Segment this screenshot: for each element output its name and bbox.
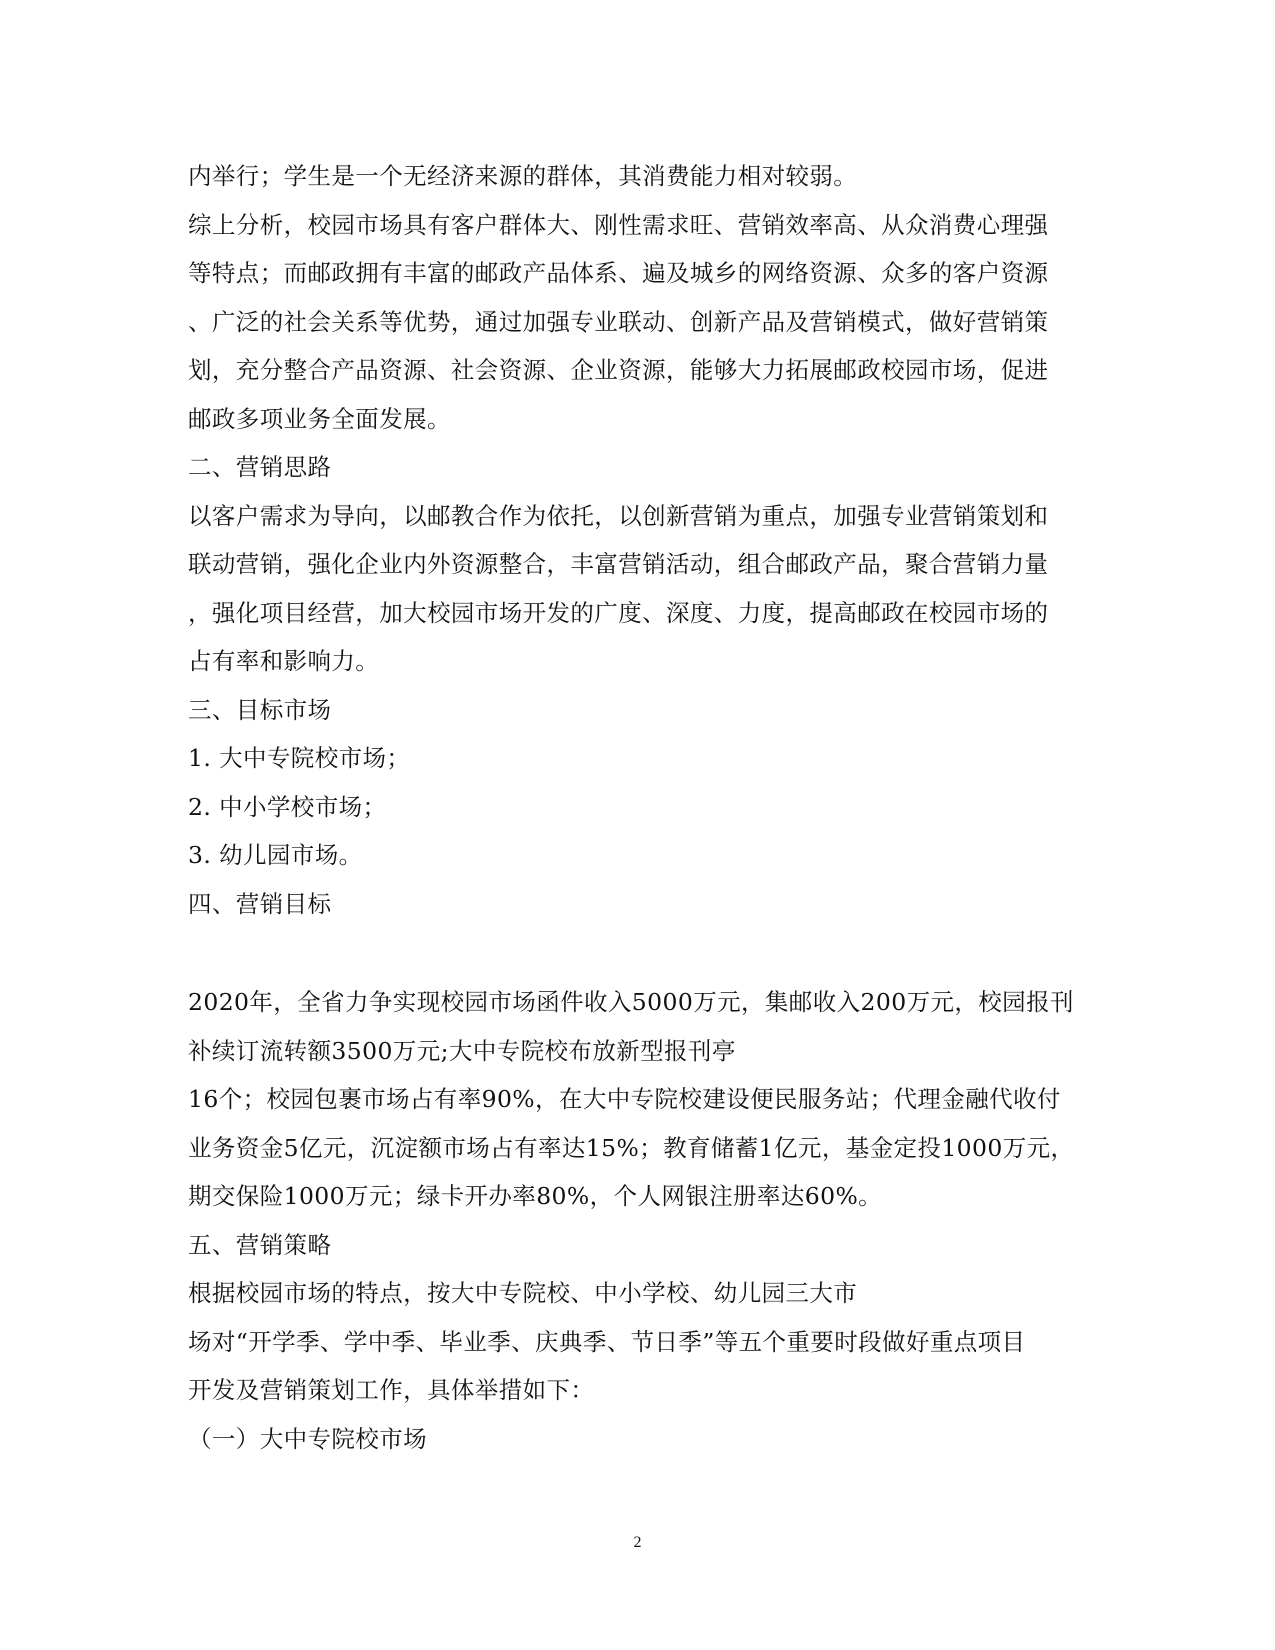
text-line: ，强化项目经营，加大校园市场开发的广度、深度、力度，提高邮政在校园市场的 [188,598,1049,627]
text-line: 以客户需求为导向，以邮教合作为依托，以创新营销为重点，加强专业营销策划和 [188,501,1049,530]
list-item: 3. 幼儿园市场。 [188,841,363,869]
section-heading: 五、营销策略 [188,1230,332,1259]
document-body [188,152,1093,1463]
text-line: 邮政多项业务全面发展。 [188,404,451,433]
text-line: 场对“开学季、学中季、毕业季、庆典季、节日季”等五个重要时段做好重点项目 [188,1327,1026,1356]
page-number: 2 [633,1534,642,1551]
section-heading: 二、营销思路 [188,453,332,481]
text-block-1 [188,152,1093,928]
text-line: 期交保险1000万元；绿卡开办率80%，个人网银注册率达60%。 [188,1182,883,1210]
text-line: 补续订流转额3500万元;大中专院校布放新型报刊亭 [188,1036,736,1065]
text-line: 、广泛的社会关系等优势，通过加强专业联动、创新产品及营销模式，做好营销策 [188,307,1049,336]
text-line: 联动营销，强化企业内外资源整合，丰富营销活动，组合邮政产品，聚合营销力量 [188,550,1049,578]
text-line: 16个；校园包裹市场占有率90%，在大中专院校建设便民服务站；代理金融代收付 [188,1085,1061,1113]
text-line: 占有率和影响力。 [188,647,380,675]
text-line: 划，充分整合产品资源、社会资源、企业资源，能够大力拓展邮政校园市场，促进 [188,356,1049,384]
text-line: 2020年，全省力争实现校园市场函件收入5000万元，集邮收入200万元，校园报刊 [188,988,1074,1016]
text-line: 内举行；学生是一个无经济来源的群体，其消费能力相对较弱。 [188,162,858,190]
text-block-2 [188,978,1093,1463]
list-item: 2. 中小学校市场； [188,792,387,821]
section-heading: 三、目标市场 [188,695,332,724]
subsection-heading: （一）大中专院校市场 [188,1424,427,1453]
text-line: 业务资金5亿元，沉淀额市场占有率达15%；教育储蓄1亿元，基金定投1000万元， [188,1133,1075,1162]
text-line: 开发及营销策划工作，具体举措如下： [188,1376,595,1404]
text-line: 等特点；而邮政拥有丰富的邮政产品体系、遍及城乡的网络资源、众多的客户资源 [188,259,1049,287]
paragraph-gap [188,928,1093,978]
text-line: 根据校园市场的特点，按大中专院校、中小学校、幼儿园三大市 [188,1279,858,1307]
list-item: 1. 大中专院校市场； [188,744,411,772]
section-heading: 四、营销目标 [188,889,332,918]
text-line: 综上分析，校园市场具有客户群体大、刚性需求旺、营销效率高、从众消费心理强 [188,210,1049,239]
